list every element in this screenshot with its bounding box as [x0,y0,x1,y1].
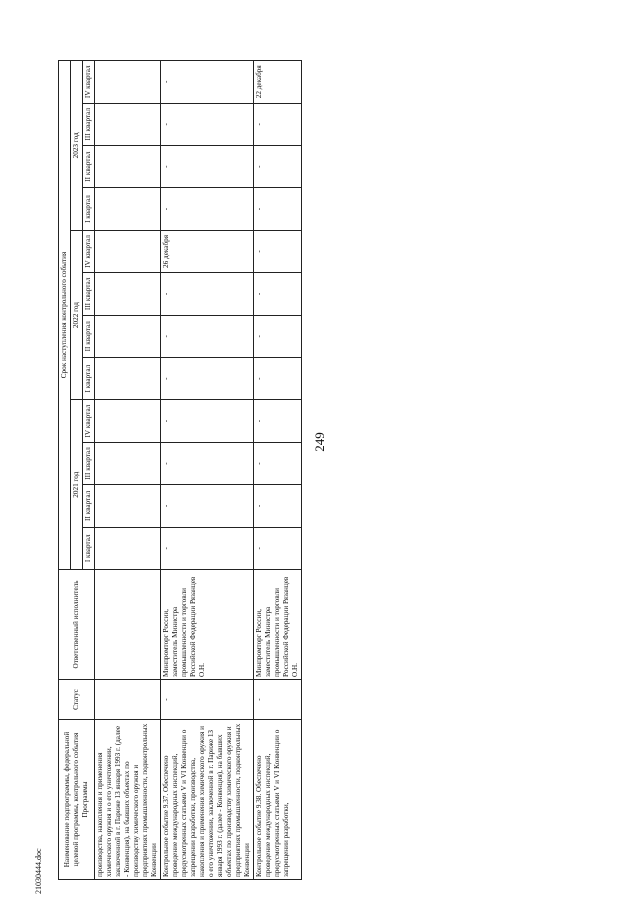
event-name-cell: Контрольное событие 9.37. Обеспечено проведение международных инспекций, предусмотренных статьями V и VI Конвенции о запрещении разработки, производства, накопления и применения химического оружия и о его уничтожении, заключенной в г. Париже 13 января 1993 г. (далее - Конвенция), на бывших объектах по производству химического оружия и предприятиях промышленности, подконтрольных Конвенции [161,720,254,880]
table-row [161,61,254,880]
quarter-cell: - [254,188,302,230]
header-quarter: III квартал [83,442,95,484]
quarter-cell [95,188,161,230]
quarter-cell: - [161,485,254,527]
quarter-cell [95,145,161,187]
quarter-cell: - [161,61,254,104]
quarter-cell: 26 декабря [161,230,254,272]
table-body [95,61,302,880]
quarter-cell: - [161,357,254,399]
status-cell [95,680,161,720]
quarter-cell: - [161,103,254,145]
quarter-cell: - [254,273,302,315]
event-name-cell: производства, накопления и применения химического оружия и о его уничтожении, заключенной в г. Париже 13 января 1993 г. (далее - Конвенция), на бывших объектах по производству химического оружия и предприятиях промышленности, подконтрольных Конвенции [95,720,161,880]
header-name: Наименование подпрограммы, федеральной целевой программы, контрольного события Программы [59,720,95,880]
quarter-cell [95,103,161,145]
header-quarter: III квартал [83,273,95,315]
header-quarter: IV квартал [83,230,95,272]
header-quarter: IV квартал [83,61,95,104]
quarter-cell: - [254,315,302,357]
header-quarter: III квартал [83,103,95,145]
quarter-cell [95,315,161,357]
header-quarter: I квартал [83,357,95,399]
quarter-cell: - [254,230,302,272]
header-quarter: II квартал [83,315,95,357]
responsible-cell: Минпромторг России, заместитель Министра промышленности и торговли Российской Федерации Рязанцев О.Н. [161,570,254,680]
quarter-cell: - [161,145,254,187]
responsible-cell: Минпромторг России, заместитель Министра промышленности и торговли Российской Федерации Рязанцев О.Н. [254,570,302,680]
quarter-cell [95,527,161,569]
quarter-cell: - [254,357,302,399]
table-row [95,61,161,880]
quarter-cell: 22 декабря [254,61,302,104]
quarter-cell: - [161,188,254,230]
quarter-cell: - [161,442,254,484]
quarter-cell: - [254,485,302,527]
quarter-cell: - [254,103,302,145]
header-responsible: Ответственный исполнитель [59,570,95,680]
quarter-cell [95,485,161,527]
responsible-cell [95,570,161,680]
quarter-cell: - [161,273,254,315]
control-events-table [58,60,302,880]
header-year-2021: 2021 год [71,400,83,570]
footer-filename: 21030444.doc [34,848,43,894]
header-quarter: II квартал [83,485,95,527]
status-cell: - [161,680,254,720]
quarter-cell: - [254,442,302,484]
header-year-2022: 2022 год [71,230,83,400]
quarter-cell [95,357,161,399]
quarter-cell [95,400,161,442]
quarter-cell: - [254,527,302,569]
header-quarter: I квартал [83,527,95,569]
header-quarter: II квартал [83,145,95,187]
rotated-table-container [58,60,578,880]
quarter-cell: - [161,527,254,569]
table-row [254,61,302,880]
page-number: 249 [312,432,327,452]
quarter-cell [95,230,161,272]
quarter-cell [95,442,161,484]
quarter-cell: - [254,145,302,187]
event-name-cell: Контрольное событие 9.38. Обеспечено проведение международных инспекций, предусмотренных статьями V и VI Конвенции о запрещении разработки, [254,720,302,880]
header-quarter: I квартал [83,188,95,230]
quarter-cell: - [161,400,254,442]
quarter-cell [95,273,161,315]
header-year-2023: 2023 год [71,61,83,231]
header-quarter: IV квартал [83,400,95,442]
quarter-cell [95,61,161,104]
quarter-cell: - [254,400,302,442]
header-status: Статус [59,680,95,720]
quarter-cell: - [161,315,254,357]
status-cell: - [254,680,302,720]
header-deadline: Срок наступления контрольного события [59,61,71,570]
